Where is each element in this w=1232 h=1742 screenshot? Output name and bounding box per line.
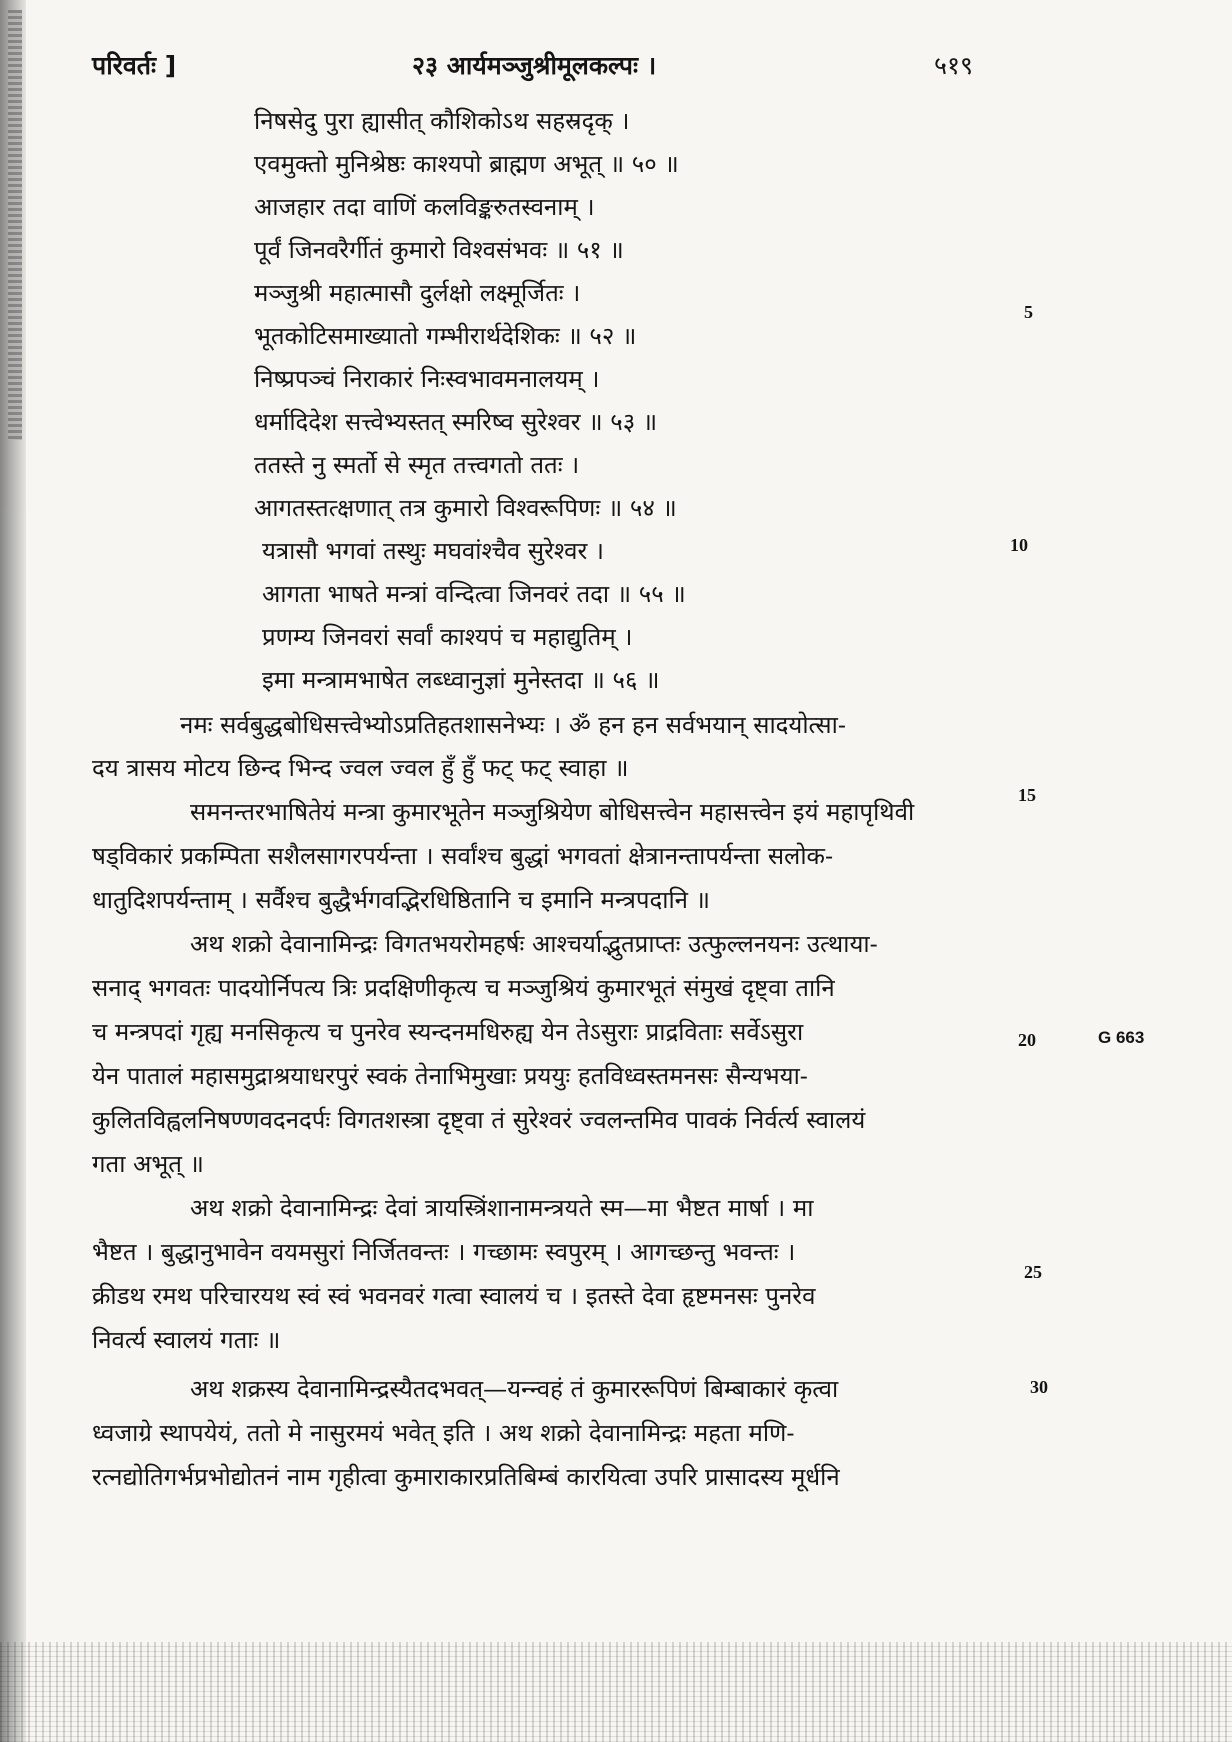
scan-edge-left [0, 0, 26, 1742]
prose-line: कुलितविह्वलनिषण्णवदनदर्पः विगतशस्त्रा दृष्ट्वा तं सुरेश्वरं ज्वलन्तमिव पावकं निर्वर्त्य स्वालयं [92, 1106, 866, 1134]
verse-line: भूतकोटिसमाख्यातो गम्भीरार्थदेशिकः ॥ ५२ ॥ [254, 322, 637, 350]
prose-line: धातुदिशपर्यन्ताम् । सर्वैश्च बुद्धैर्भगवद्भिरधिष्ठितानि च इमानि मन्त्रपदानि ॥ [92, 886, 711, 914]
page-number: ५१९ [934, 51, 974, 80]
line-number: 20 [1018, 1030, 1036, 1050]
prose-line: च मन्त्रपदां गृह्य मनसिकृत्य च पुनरेव स्यन्दनमधिरुह्य येन तेऽसुराः प्राद्रविताः सर्वेऽसुरा [92, 1018, 804, 1046]
verse-line: निष्प्रपञ्चं निराकारं निःस्वभावमनालयम् । [254, 365, 600, 393]
verse-line: एवमुक्तो मुनिश्रेष्ठः काश्यपो ब्राह्मण अभूत् ॥ ५० ॥ [254, 150, 679, 178]
prose-line: अथ शक्रो देवानामिन्द्रः देवां त्रायस्त्रिंशानामन्त्रयते स्म—मा भैष्टत मार्षा । मा [190, 1194, 814, 1222]
prose-line: समनन्तरभाषितेयं मन्त्रा कुमारभूतेन मञ्जुश्रियेण बोधिसत्त्वेन महासत्त्वेन इयं महापृथिवी [190, 798, 915, 826]
prose-line: दय त्रासय मोटय छिन्द भिन्द ज्वल ज्वल हुँ हुँ फट् फट् स्वाहा ॥ [92, 754, 629, 782]
prose-line: अथ शक्रस्य देवानामिन्द्रस्यैतदभवत्—यन्न्वहं तं कुमाररूपिणं बिम्बाकारं कृत्वा [190, 1375, 839, 1403]
verse-line: इमा मन्त्रामभाषेत लब्ध्वानुज्ञां मुनेस्तदा ॥ ५६ ॥ [262, 666, 660, 694]
verse-line: मञ्जुश्री महात्मासौ दुर्लक्षो लक्ष्मूर्जितः । [254, 279, 581, 307]
prose-line: निवर्त्य स्वालयं गताः ॥ [92, 1326, 281, 1354]
scan-blot [8, 10, 22, 440]
prose-line: येन पातालं महासमुद्राश्रयाधरपुरं स्वकं तेनाभिमुखाः प्रययुः हतविध्वस्तमनसः सैन्यभया- [92, 1062, 808, 1090]
prose-line: सनाद् भगवतः पादयोर्निपत्य त्रिः प्रदक्षिणीकृत्य च मञ्जुश्रियं कुमारभूतं संमुखं दृष्ट्वा तानि [92, 974, 835, 1002]
prose-line: रत्नद्योतिगर्भप्रभोद्योतनं नाम गृहीत्वा कुमाराकारप्रतिबिम्बं कारयित्वा उपरि प्रासादस्य मूर्धनि [92, 1463, 840, 1491]
prose-line: नमः सर्वबुद्धबोधिसत्त्वेभ्योऽप्रतिहतशासनेभ्यः । ॐ हन हन सर्वभयान् सादयोत्सा- [180, 711, 846, 739]
scan-noise-bottom [0, 1642, 1232, 1742]
verse-line: निषसेदु पुरा ह्यासीत् कौशिकोऽथ सहस्रदृक् । [254, 107, 630, 135]
line-number: 15 [1018, 785, 1036, 805]
prose-line: क्रीडथ रमथ परिचारयथ स्वं स्वं भवनवरं गत्वा स्वालयं च । इतस्ते देवा हृष्टमनसः पुनरेव [92, 1282, 816, 1310]
prose-line: ध्वजाग्रे स्थापयेयं, ततो मे नासुरमयं भवेत् इति । अथ शक्रो देवानामिन्द्रः महता मणि- [92, 1419, 795, 1447]
line-number: 30 [1030, 1377, 1048, 1397]
verse-line: आजहार तदा वाणिं कलविङ्करुतस्वनाम् । [254, 193, 595, 221]
line-number: 5 [1024, 302, 1033, 322]
verse-line: आगतस्तत्क्षणात् तत्र कुमारो विश्वरूपिणः ॥ ५४ ॥ [254, 494, 677, 522]
prose-line: अथ शक्रो देवानामिन्द्रः विगतभयरोमहर्षः आश्चर्याद्भुतप्राप्तः उत्फुल्लनयनः उत्थाया- [190, 930, 878, 958]
margin-reference: G 663 [1098, 1028, 1145, 1047]
verse-line: आगता भाषते मन्त्रां वन्दित्वा जिनवरं तदा ॥ ५५ ॥ [262, 580, 686, 608]
verse-line: ततस्ते नु स्मर्तो से स्मृत तत्त्वगतो ततः । [254, 451, 580, 479]
verse-line: धर्मादिदेश सत्त्वेभ्यस्तत् स्मरिष्व सुरेश्वर ॥ ५३ ॥ [254, 408, 658, 436]
prose-line: गता अभूत् ॥ [92, 1150, 204, 1178]
prose-line: भैष्टत । बुद्धानुभावेन वयमसुरां निर्जितवन्तः । गच्छामः स्वपुरम् । आगच्छन्तु भवन्तः । [92, 1238, 796, 1266]
page-header [92, 48, 1142, 98]
verse-line: यत्रासौ भगवां तस्थुः मघवांश्चैव सुरेश्वर । [262, 537, 605, 565]
header-chapter: परिवर्तः ] [92, 51, 177, 80]
verse-line: पूर्वं जिनवरैर्गीतं कुमारो विश्वसंभवः ॥ ५१ ॥ [254, 236, 624, 264]
verse-line: प्रणम्य जिनवरां सर्वां काश्यपं च महाद्युतिम् । [262, 623, 633, 651]
header-title: २३ आर्यमञ्जुश्रीमूलकल्पः । [412, 51, 657, 80]
line-number: 10 [1010, 535, 1028, 555]
line-number: 25 [1024, 1262, 1042, 1282]
prose-line: षड्विकारं प्रकम्पिता सशैलसागरपर्यन्ता । सर्वांश्च बुद्धां भगवतां क्षेत्रानन्तापर्यन्ता सलोक- [92, 842, 834, 870]
